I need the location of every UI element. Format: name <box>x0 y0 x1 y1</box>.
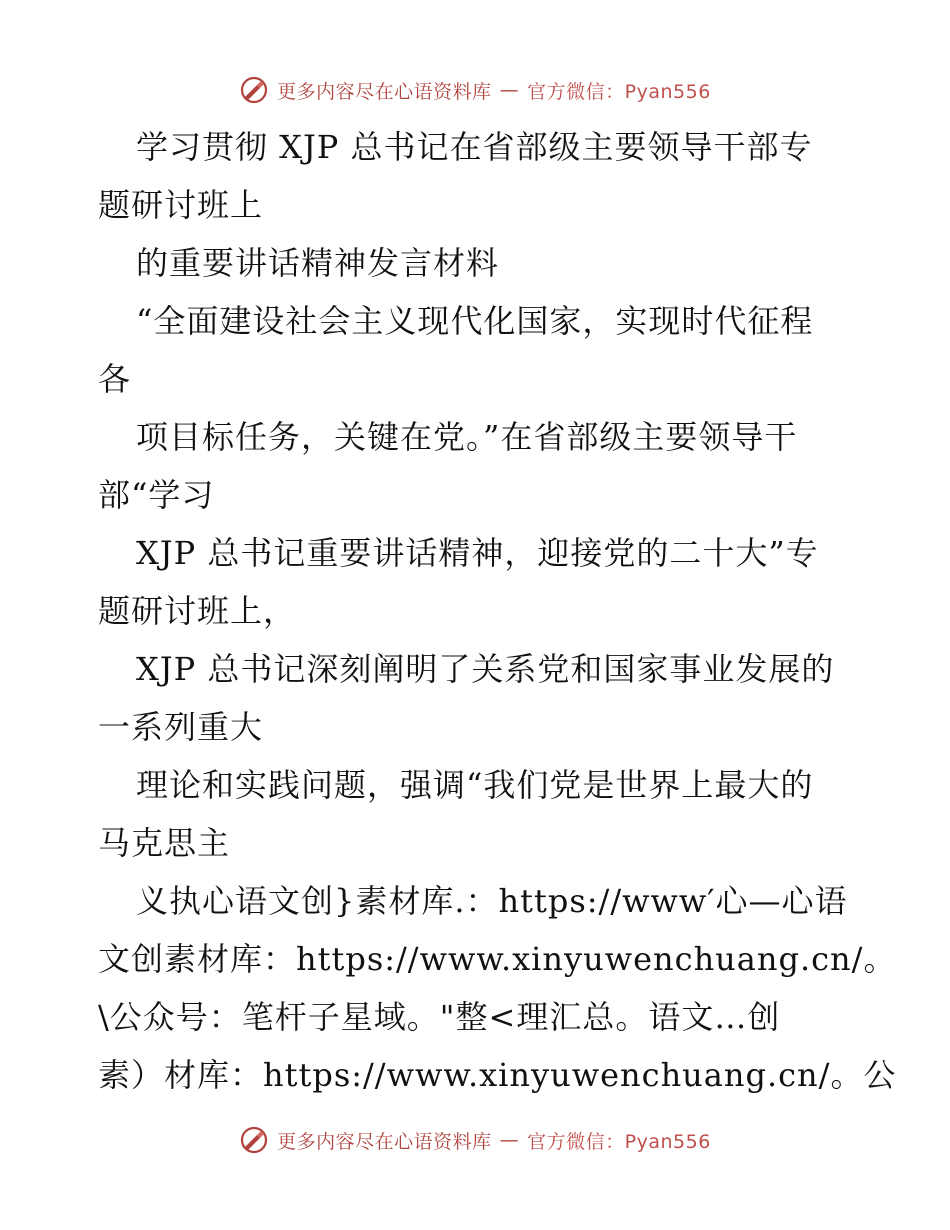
footer-banner-text: 更多内容尽在心语资料库 <box>277 1130 492 1153</box>
text-line: 一系列重大 <box>98 708 264 746</box>
text-line: XJP 总书记深刻阐明了关系党和国家事业发展的 <box>136 650 835 688</box>
text-line: 理论和实践问题，强调“我们党是世界上最大的 <box>136 766 814 804</box>
pen-logo-icon <box>239 75 269 105</box>
text-line: 学习贯彻 XJP 总书记在省部级主要领导干部专 <box>136 128 813 166</box>
text-line: 马克思主 <box>98 824 231 862</box>
document-body <box>98 118 897 1104</box>
header-banner <box>0 72 950 108</box>
header-banner-contact: 官方微信：Pyan556 <box>527 80 711 103</box>
text-line: 义执心语文创}素材库.：https://www′心—心语 <box>136 882 848 920</box>
text-line: XJP 总书记重要讲话精神，迎接党的二十大”专 <box>136 534 819 572</box>
text-line: 题研讨班上， <box>98 592 297 630</box>
footer-banner-separator: — <box>499 1129 520 1151</box>
text-line: “全面建设社会主义现代化国家，实现时代征程 <box>136 302 814 340</box>
footer-banner-contact: 官方微信：Pyan556 <box>527 1130 711 1153</box>
text-line: 素）材库：https://www.xinyuwenchuang.cn/。公 <box>98 1056 897 1094</box>
text-line: 题研讨班上 <box>98 186 264 224</box>
text-line: 项目标任务，关键在党。”在省部级主要领导干 <box>136 418 798 456</box>
text-line: 文创素材库：https://www.xinyuwenchuang.cn/。 <box>98 940 897 978</box>
footer-banner <box>0 1122 950 1158</box>
text-line: \公众号：笔杆子星域。"整<理汇总。语文…创 <box>98 998 781 1036</box>
text-line: 的重要讲话精神发言材料 <box>136 244 500 282</box>
text-line: 部“学习 <box>98 476 215 514</box>
header-banner-separator: — <box>499 79 520 101</box>
pen-logo-icon <box>239 1125 269 1155</box>
header-banner-text: 更多内容尽在心语资料库 <box>277 80 492 103</box>
text-line: 各 <box>98 360 132 398</box>
